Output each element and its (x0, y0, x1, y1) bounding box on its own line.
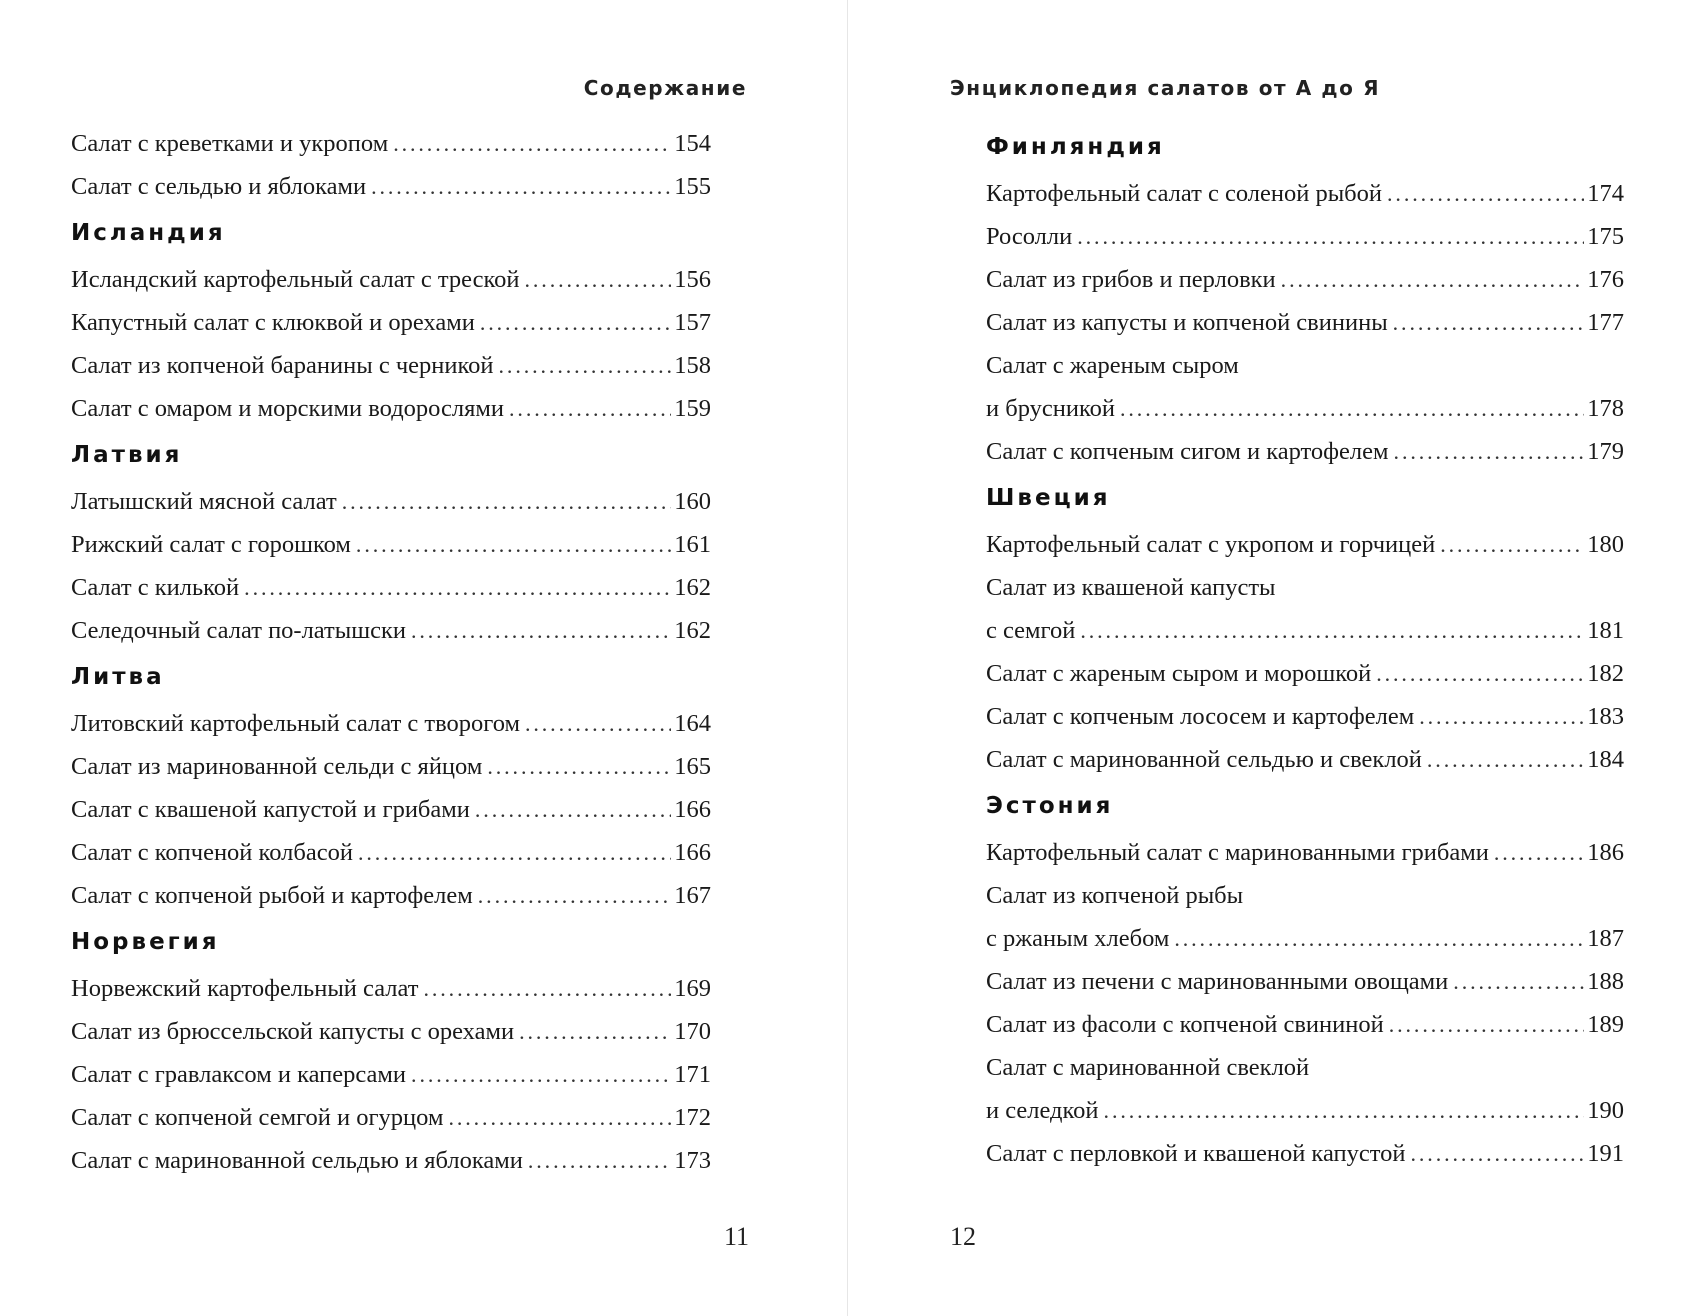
entry-title: Салат с маринованной сельдью и свеклой (986, 746, 1422, 773)
entry-page-number: 184 (1587, 746, 1624, 773)
entry-page-number: 169 (674, 975, 711, 1002)
running-head: Энциклопедия салатов от А до Я (950, 76, 1381, 100)
toc-entry[interactable] (986, 652, 1624, 695)
entry-title: с ржаным хлебом (986, 925, 1170, 952)
toc-entry[interactable] (71, 1096, 711, 1139)
dot-leader (1387, 172, 1584, 215)
dot-leader (244, 566, 671, 609)
dot-leader (423, 967, 671, 1010)
toc-entry-line: Салат из квашеной капусты (986, 574, 1276, 601)
entry-page-number: 179 (1587, 438, 1624, 465)
entry-page-number: 181 (1587, 617, 1624, 644)
entry-title: Салат с копченым лососем и картофелем (986, 703, 1415, 730)
dot-leader (1174, 917, 1584, 960)
entry-page-number: 159 (674, 395, 711, 422)
section-heading: Норвегия (71, 929, 220, 955)
toc-entry[interactable] (71, 1010, 711, 1053)
toc-list (71, 122, 711, 1182)
entry-title: Салат с перловкой и квашеной капустой (986, 1140, 1406, 1167)
dot-leader (1440, 523, 1584, 566)
entry-page-number: 162 (674, 617, 711, 644)
entry-page-number: 160 (674, 488, 711, 515)
entry-page-number: 166 (674, 796, 711, 823)
toc-entry[interactable] (71, 874, 711, 917)
dot-leader (487, 745, 671, 788)
page-number: 12 (950, 1222, 976, 1251)
toc-entry[interactable] (986, 1003, 1624, 1046)
entry-page-number: 165 (674, 753, 711, 780)
dot-leader (1120, 387, 1584, 430)
dot-leader (411, 1053, 671, 1096)
toc-entry-line: Салат с жареным сыром (986, 352, 1239, 379)
entry-title: Салат из копченой баранины с черникой (71, 352, 494, 379)
dot-leader (1494, 831, 1584, 874)
entry-title: с семгой (986, 617, 1076, 644)
toc-entry[interactable] (71, 1139, 711, 1182)
dot-leader (1394, 430, 1585, 473)
entry-page-number: 167 (674, 882, 711, 909)
entry-title: Латышский мясной салат (71, 488, 337, 515)
dot-leader (480, 301, 671, 344)
entry-page-number: 172 (674, 1104, 711, 1131)
toc-entry[interactable] (71, 609, 711, 652)
entry-title: Литовский картофельный салат с творогом (71, 710, 520, 737)
entry-title: Салат с килькой (71, 574, 240, 601)
entry-page-number: 189 (1587, 1011, 1624, 1038)
dot-leader (411, 609, 671, 652)
entry-title: Картофельный салат с укропом и горчицей (986, 531, 1436, 558)
left-page (0, 0, 847, 1316)
page-number: 11 (724, 1222, 750, 1251)
entry-title: Капустный салат с клюквой и орехами (71, 309, 475, 336)
dot-leader (1453, 960, 1584, 1003)
entry-page-number: 171 (674, 1061, 711, 1088)
dot-leader (519, 1010, 671, 1053)
toc-entry[interactable] (71, 480, 711, 523)
entry-page-number: 170 (674, 1018, 711, 1045)
entry-page-number: 155 (674, 173, 711, 200)
entry-title: Салат с копченой рыбой и картофелем (71, 882, 473, 909)
entry-title: Картофельный салат с соленой рыбой (986, 180, 1383, 207)
entry-title: Салат с гравлаксом и каперсами (71, 1061, 407, 1088)
entry-title: Исландский картофельный салат с треской (71, 266, 520, 293)
toc-entry[interactable] (986, 301, 1624, 344)
entry-page-number: 191 (1587, 1140, 1624, 1167)
entry-page-number: 162 (674, 574, 711, 601)
entry-page-number: 178 (1587, 395, 1624, 422)
entry-page-number: 164 (674, 710, 711, 737)
dot-leader (478, 874, 671, 917)
toc-entry[interactable] (71, 702, 711, 745)
entry-page-number: 161 (674, 531, 711, 558)
section-heading: Литва (71, 664, 165, 690)
dot-leader (393, 122, 671, 165)
entry-title: Салат из печени с маринованными овощами (986, 968, 1449, 995)
toc-entry[interactable] (986, 215, 1624, 258)
dot-leader (358, 831, 671, 874)
toc-entry[interactable] (986, 258, 1624, 301)
dot-leader (1389, 1003, 1585, 1046)
entry-title: Салат с жареным сыром и морошкой (986, 660, 1372, 687)
entry-page-number: 174 (1587, 180, 1624, 207)
toc-entry[interactable] (71, 387, 711, 430)
dot-leader (342, 480, 672, 523)
entry-title: Картофельный салат с маринованными грибами (986, 839, 1489, 866)
entry-title: Салат с копченой колбасой (71, 839, 353, 866)
entry-title: Салат с омаром и морскими водорослями (71, 395, 505, 422)
entry-page-number: 177 (1587, 309, 1624, 336)
entry-title: Салат с копченой семгой и огурцом (71, 1104, 444, 1131)
entry-title: Салат из грибов и перловки (986, 266, 1276, 293)
entry-page-number: 175 (1587, 223, 1624, 250)
entry-page-number: 176 (1587, 266, 1624, 293)
entry-title: Салат из брюссельской капусты с орехами (71, 1018, 515, 1045)
entry-page-number: 182 (1587, 660, 1624, 687)
entry-page-number: 183 (1587, 703, 1624, 730)
entry-title: Салат с копченым сигом и картофелем (986, 438, 1389, 465)
entry-title: Норвежский картофельный салат (71, 975, 419, 1002)
entry-title: Салат из маринованной сельди с яйцом (71, 753, 483, 780)
toc-entry[interactable] (71, 1053, 711, 1096)
entry-page-number: 157 (674, 309, 711, 336)
entry-page-number: 190 (1587, 1097, 1624, 1124)
toc-entry[interactable] (71, 523, 711, 566)
entry-title: Салат из капусты и копченой свинины (986, 309, 1388, 336)
toc-entry[interactable] (986, 1089, 1624, 1132)
dot-leader (1080, 609, 1584, 652)
dot-leader (499, 344, 672, 387)
section-heading: Швеция (986, 485, 1111, 511)
entry-page-number: 180 (1587, 531, 1624, 558)
dot-leader (1419, 695, 1584, 738)
toc-entry-line: Салат из копченой рыбы (986, 882, 1244, 909)
running-head: Содержание (583, 76, 747, 100)
dot-leader (1376, 652, 1584, 695)
toc-entry[interactable] (986, 172, 1624, 215)
dot-leader (525, 702, 671, 745)
toc-entry[interactable] (71, 165, 711, 208)
entry-page-number: 187 (1587, 925, 1624, 952)
entry-title: Селедочный салат по-латышски (71, 617, 406, 644)
section-heading: Эстония (986, 793, 1114, 819)
toc-entry[interactable] (986, 695, 1624, 738)
toc-entry[interactable] (986, 831, 1624, 874)
dot-leader (371, 165, 671, 208)
toc-entry[interactable] (71, 788, 711, 831)
dot-leader (1427, 738, 1584, 781)
entry-title: Салат с маринованной сельдью и яблоками (71, 1147, 523, 1174)
toc-entry[interactable] (71, 258, 711, 301)
dot-leader (1393, 301, 1585, 344)
entry-page-number: 156 (674, 266, 711, 293)
toc-entry[interactable] (986, 523, 1624, 566)
dot-leader (475, 788, 671, 831)
entry-title: и селедкой (986, 1097, 1099, 1124)
toc-entry[interactable] (71, 301, 711, 344)
dot-leader (528, 1139, 671, 1182)
entry-page-number: 186 (1587, 839, 1624, 866)
right-page (848, 0, 1695, 1316)
dot-leader (356, 523, 671, 566)
dot-leader (509, 387, 671, 430)
toc-entry[interactable] (986, 430, 1624, 473)
entry-page-number: 188 (1587, 968, 1624, 995)
toc-entry[interactable] (71, 122, 711, 165)
entry-title: Рижский салат с горошком (71, 531, 351, 558)
toc-list (986, 122, 1624, 1175)
dot-leader (525, 258, 672, 301)
toc-entry[interactable] (71, 745, 711, 788)
dot-leader (1077, 215, 1584, 258)
toc-entry[interactable] (986, 738, 1624, 781)
toc-entry[interactable] (986, 609, 1624, 652)
entry-page-number: 173 (674, 1147, 711, 1174)
toc-entry-line: Салат с маринованной свеклой (986, 1054, 1310, 1081)
toc-entry[interactable] (986, 960, 1624, 1003)
entry-page-number: 166 (674, 839, 711, 866)
toc-entry[interactable] (71, 831, 711, 874)
entry-page-number: 154 (674, 130, 711, 157)
entry-title: Салат с квашеной капустой и грибами (71, 796, 470, 823)
toc-entry[interactable] (71, 344, 711, 387)
entry-title: Салат с креветками и укропом (71, 130, 389, 157)
entry-title: Салат из фасоли с копченой свининой (986, 1011, 1384, 1038)
toc-entry[interactable] (71, 967, 711, 1010)
toc-entry[interactable] (986, 387, 1624, 430)
dot-leader (1281, 258, 1585, 301)
dot-leader (448, 1096, 671, 1139)
toc-entry[interactable] (986, 1132, 1624, 1175)
section-heading: Латвия (71, 442, 183, 468)
section-heading: Финляндия (986, 134, 1165, 160)
toc-entry[interactable] (986, 917, 1624, 960)
dot-leader (1104, 1089, 1585, 1132)
entry-title: Салат с сельдью и яблоками (71, 173, 367, 200)
entry-page-number: 158 (674, 352, 711, 379)
section-heading: Исландия (71, 220, 226, 246)
entry-title: Росолли (986, 223, 1073, 250)
dot-leader (1411, 1132, 1585, 1175)
entry-title: и брусникой (986, 395, 1115, 422)
toc-entry[interactable] (71, 566, 711, 609)
